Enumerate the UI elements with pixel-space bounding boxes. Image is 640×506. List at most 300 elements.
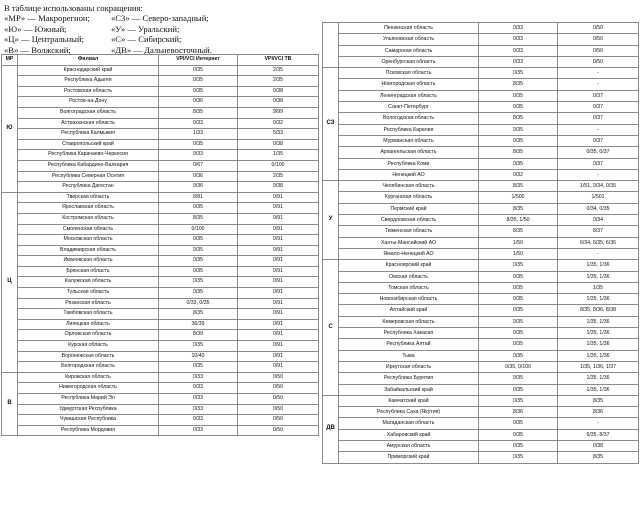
tv-cell: 0/50 (558, 23, 639, 34)
tv-cell: 0/91 (238, 203, 319, 214)
macroregion-cell: ДВ (323, 395, 339, 463)
branch-cell: Республика Мордовия (18, 425, 159, 436)
internet-cell: 0/35 (479, 68, 558, 79)
branch-cell: Республика Марий Эл (18, 394, 159, 405)
header-branch: Филиал (18, 55, 159, 66)
tv-cell: - (558, 418, 639, 429)
tv-cell: 0/37 (558, 102, 639, 113)
tv-cell: 0/91 (238, 245, 319, 256)
table-row (323, 271, 639, 282)
table-row (323, 56, 639, 67)
tv-cell: 0/50 (558, 34, 639, 45)
table-row (2, 97, 319, 108)
branch-cell: Ленинградская область (339, 90, 479, 101)
table-row (2, 76, 319, 87)
table-row (323, 192, 639, 203)
macroregion-cell: У (323, 181, 339, 260)
table-row (323, 361, 639, 372)
branch-cell: Смоленская область (18, 224, 159, 235)
internet-cell: 8/35 (479, 203, 558, 214)
branch-cell: Брянская область (18, 266, 159, 277)
internet-cell: 0/35 (479, 282, 558, 293)
table-row (2, 394, 319, 405)
branch-cell: Республика Северная Осетия (18, 171, 159, 182)
branch-cell: Челябинская область (339, 181, 479, 192)
branch-cell: Республика Бурятия (339, 373, 479, 384)
table-row (2, 288, 319, 299)
internet-cell: 0/35 (479, 271, 558, 282)
macroregion-cell: В (2, 372, 18, 436)
branch-cell: Камчатский край (339, 395, 479, 406)
internet-cell: 8/35 (479, 181, 558, 192)
table-row (323, 215, 639, 226)
tv-cell: 1/35, 1/36 (558, 271, 639, 282)
branch-cell: Волгоградская область (18, 107, 159, 118)
branch-cell: Нижегородская область (18, 383, 159, 394)
tv-cell: 1/35 (558, 282, 639, 293)
internet-cell: 0/35 (479, 339, 558, 350)
internet-cell: 0/35 (479, 384, 558, 395)
table-row (323, 181, 639, 192)
table-row (2, 182, 319, 193)
internet-cell: 0/35 (479, 260, 558, 271)
tv-cell: 0/50 (238, 383, 319, 394)
tv-cell: 0/91 (238, 277, 319, 288)
table-row (323, 248, 639, 259)
internet-cell: 0/36 (159, 182, 238, 193)
internet-cell: 0/33 (479, 56, 558, 67)
table-row (2, 235, 319, 246)
table-row (323, 68, 639, 79)
branch-cell: Ростов-на-Дону (18, 97, 159, 108)
tv-cell: 0/38 (238, 182, 319, 193)
internet-cell: 1/33 (159, 129, 238, 140)
table-row (2, 129, 319, 140)
branch-cell: Республика Калмыкия (18, 129, 159, 140)
branch-cell: Новгородская область (339, 79, 479, 90)
branch-cell: Магаданская область (339, 418, 479, 429)
branch-cell: Республика Адыгея (18, 76, 159, 87)
tv-cell: 0/91 (238, 319, 319, 330)
internet-cell: 8/35 (479, 226, 558, 237)
table-row (323, 407, 639, 418)
internet-cell: 0/35 (479, 373, 558, 384)
table-row (323, 226, 639, 237)
tv-cell: 0/91 (238, 330, 319, 341)
branch-cell: Республика Алтай (339, 339, 479, 350)
tv-cell: 0/38 (238, 86, 319, 97)
branch-cell: Красноярский край (339, 260, 479, 271)
internet-cell: 1/50 (479, 248, 558, 259)
table-row (323, 294, 639, 305)
internet-cell: 0/33 (159, 383, 238, 394)
branch-cell: Рязанская область (18, 298, 159, 309)
table-row (323, 260, 639, 271)
branch-cell: Пермский край (339, 203, 479, 214)
internet-cell: 0/35 (159, 86, 238, 97)
tv-cell: 0/50 (558, 45, 639, 56)
legend-row (4, 24, 212, 34)
internet-cell: 0/36 (159, 97, 238, 108)
tv-cell: 1/35, 1/36 (558, 260, 639, 271)
tv-cell: 5/33 (238, 129, 319, 140)
header-mr: МР (2, 55, 18, 66)
tv-cell: 0/100 (238, 160, 319, 171)
table-row (2, 150, 319, 161)
branch-cell: Калужская область (18, 277, 159, 288)
table-row (323, 113, 639, 124)
internet-cell: 0/33 (159, 425, 238, 436)
internet-cell: 8/35 (159, 213, 238, 224)
tv-cell: 0/91 (238, 192, 319, 203)
tv-cell: 0/50 (238, 404, 319, 415)
tv-cell: 0/38 (238, 97, 319, 108)
internet-cell: 0/35 (479, 135, 558, 146)
internet-cell: 10/40 (159, 351, 238, 362)
macroregion-cell (323, 23, 339, 68)
branch-cell: Ямало-Ненецкий АО (339, 248, 479, 259)
branch-cell: Республика Карачаево-Черкесия (18, 150, 159, 161)
tv-cell: 8/37 (558, 226, 639, 237)
internet-cell: 1/500 (479, 192, 558, 203)
tv-cell: 0/91 (238, 288, 319, 299)
table-row (2, 266, 319, 277)
branch-cell: Ханты-Мансийский АО (339, 237, 479, 248)
tv-cell: 8/35 (558, 452, 639, 463)
branch-cell: Липецкая область (18, 319, 159, 330)
tv-cell: 9/99 (238, 107, 319, 118)
branch-cell: Хабаровский край (339, 429, 479, 440)
internet-cell: 0/33, 0/35 (159, 298, 238, 309)
tv-cell: 2/35 (238, 76, 319, 87)
branch-cell: Самарская область (339, 45, 479, 56)
tv-cell: 1/35, 1/36 (558, 373, 639, 384)
tv-cell: 0/91 (238, 235, 319, 246)
internet-cell: 0/33 (159, 118, 238, 129)
internet-cell: 0/100 (159, 224, 238, 235)
tv-cell: 0/91 (238, 362, 319, 373)
table-row (323, 305, 639, 316)
vpi-vci-table-right (322, 22, 639, 464)
branch-cell: Удмуртская Республика (18, 404, 159, 415)
table-row (323, 440, 639, 451)
tv-cell: 1/35 (238, 150, 319, 161)
internet-cell: 8/39 (159, 330, 238, 341)
internet-cell: 0/35 (479, 452, 558, 463)
table-row (2, 65, 319, 76)
legend-entry: «МР» — Макрорегион; (4, 13, 90, 24)
table-row (2, 160, 319, 171)
table-row (2, 171, 319, 182)
tv-cell: 0/91 (238, 309, 319, 320)
table-row (2, 107, 319, 118)
branch-cell: Вологодская область (339, 113, 479, 124)
branch-cell: Ставропольский край (18, 139, 159, 150)
branch-cell: Республика Саха (Якутия) (339, 407, 479, 418)
tv-cell: 0/37 (558, 90, 639, 101)
branch-cell: Астраханская область (18, 118, 159, 129)
table-row (323, 203, 639, 214)
internet-cell: 8/35 (159, 309, 238, 320)
macroregion-cell: Ю (2, 65, 18, 192)
tv-cell: - (558, 248, 639, 259)
tv-cell: 0/50 (238, 425, 319, 436)
internet-cell: 8/35 (479, 79, 558, 90)
table-row (2, 139, 319, 150)
internet-cell: 0/35 (159, 288, 238, 299)
table-row (2, 341, 319, 352)
table-row (323, 158, 639, 169)
tv-cell: 0/50 (238, 415, 319, 426)
branch-cell: Псковская область (339, 68, 479, 79)
tv-cell: 0/37 (558, 135, 639, 146)
internet-cell: 8/36 (479, 407, 558, 418)
internet-cell: 8/35, 1/50 (479, 215, 558, 226)
internet-cell: 0/35 (159, 76, 238, 87)
tv-cell: 6/34, 6/35, 6/36 (558, 237, 639, 248)
tv-cell: 1/35, 1/36 (558, 339, 639, 350)
macroregion-cell: С (323, 260, 339, 396)
branch-cell: Курганская область (339, 192, 479, 203)
table-row (323, 282, 639, 293)
branch-cell: Республика Коми (339, 158, 479, 169)
tv-cell: - (558, 124, 639, 135)
legend-entry: «В» — Волжский; (4, 44, 71, 55)
tv-cell: 0/91 (238, 341, 319, 352)
branch-cell: Республика Дагестан (18, 182, 159, 193)
tv-cell: 1/35, 1/36 (558, 350, 639, 361)
macroregion-cell: СЗ (323, 68, 339, 181)
tv-cell: 0/91 (238, 224, 319, 235)
table-row (2, 330, 319, 341)
tv-cell: 8/35, 8/36, 8/38 (558, 305, 639, 316)
internet-cell: 0/33 (479, 23, 558, 34)
table-row (323, 350, 639, 361)
branch-cell: Алтайский край (339, 305, 479, 316)
internet-cell: 0/35 (159, 256, 238, 267)
branch-cell: Воронежская область (18, 351, 159, 362)
header-internet: VPI/VCI Интернет (159, 55, 238, 66)
internet-cell: 0/35 (159, 277, 238, 288)
internet-cell: 0/35 (479, 294, 558, 305)
branch-cell: Оренбургская область (339, 56, 479, 67)
tv-cell: 2/35 (238, 171, 319, 182)
legend-entry: «СЗ» — Северо-западный; (111, 13, 209, 24)
table-row (323, 79, 639, 90)
table-row (323, 169, 639, 180)
table-row (2, 277, 319, 288)
tv-cell: 0/91 (238, 351, 319, 362)
table-row (2, 298, 319, 309)
branch-cell: Приморский край (339, 452, 479, 463)
table-row (2, 203, 319, 214)
table-row (323, 135, 639, 146)
tv-cell: 0/91 (238, 266, 319, 277)
branch-cell: Республика Кабардино-Балкария (18, 160, 159, 171)
header-tv: VPI/VCI ТВ (238, 55, 319, 66)
table-row (2, 351, 319, 362)
branch-cell: Архангельская область (339, 147, 479, 158)
table-row (2, 213, 319, 224)
legend-entry: «С» — Сибирский; (111, 34, 182, 45)
table-header-row (2, 55, 319, 66)
tv-cell: 0/34 (558, 215, 639, 226)
branch-cell: Свердловская область (339, 215, 479, 226)
tv-cell: 0/50 (238, 394, 319, 405)
tv-cell: 0/32 (238, 118, 319, 129)
tv-cell: 0/38 (238, 139, 319, 150)
table-row (323, 452, 639, 463)
table-row (2, 319, 319, 330)
internet-cell: 0/32 (479, 169, 558, 180)
tv-cell: 0/37 (558, 158, 639, 169)
abbreviations-legend (4, 3, 212, 55)
legend-row (4, 34, 212, 44)
tv-cell: 1/35, 1/36 (558, 294, 639, 305)
internet-cell: 0/33 (159, 404, 238, 415)
branch-cell: Республика Хакасия (339, 328, 479, 339)
internet-cell: 0/35 (479, 395, 558, 406)
table-row (323, 34, 639, 45)
table-row (323, 23, 639, 34)
internet-cell: 0/33 (159, 150, 238, 161)
table-row (323, 373, 639, 384)
tv-cell: 0/91 (238, 256, 319, 267)
legend-intro: В таблице использованы сокращения: (4, 3, 143, 13)
branch-cell: Санкт-Петербург (339, 102, 479, 113)
internet-cell: 0/35 (479, 316, 558, 327)
branch-cell: Тюменская область (339, 226, 479, 237)
internet-cell: 0/35 (159, 266, 238, 277)
table-row (323, 316, 639, 327)
tv-cell: 0/34, 0/35 (558, 203, 639, 214)
table-row (323, 102, 639, 113)
internet-cell: 0/35 (479, 158, 558, 169)
internet-cell: 0/35 (479, 305, 558, 316)
table-row (2, 415, 319, 426)
internet-cell: 0/35 (159, 235, 238, 246)
internet-cell: 0/33 (159, 372, 238, 383)
branch-cell: Пензенская область (339, 23, 479, 34)
branch-cell: Ростовская область (18, 86, 159, 97)
tv-cell: 8/36 (558, 407, 639, 418)
internet-cell: 0/35 (479, 429, 558, 440)
internet-cell: 0/35 (479, 328, 558, 339)
internet-cell: 0/36 (159, 171, 238, 182)
legend-entry: «ДВ» — Дальневосточный. (111, 44, 212, 55)
legend-entry: «У» — Уральский; (111, 23, 180, 34)
table-row (323, 339, 639, 350)
branch-cell: Ненецкий АО (339, 169, 479, 180)
branch-cell: Белгородская область (18, 362, 159, 373)
table-row (2, 404, 319, 415)
table-row (323, 328, 639, 339)
internet-cell: 0/33 (479, 34, 558, 45)
branch-cell: Московская область (18, 235, 159, 246)
table-row (2, 362, 319, 373)
branch-cell: Амурская область (339, 440, 479, 451)
tv-cell: - (558, 169, 639, 180)
internet-cell: 0/33 (159, 415, 238, 426)
tv-cell: 0/50 (238, 372, 319, 383)
internet-cell: 0/35 (159, 245, 238, 256)
tv-cell: 1/35, 1/36 (558, 384, 639, 395)
internet-cell: 0/35, 0/100 (479, 361, 558, 372)
internet-cell: 0/35 (479, 90, 558, 101)
legend-row (4, 13, 212, 23)
internet-cell: 0/35 (159, 203, 238, 214)
internet-cell: 0/35 (479, 102, 558, 113)
internet-cell: 36/39 (159, 319, 238, 330)
table-row (323, 395, 639, 406)
internet-cell: 0/35 (159, 139, 238, 150)
branch-cell: Ивановская область (18, 256, 159, 267)
branch-cell: Краснодарский край (18, 65, 159, 76)
tv-cell: - (558, 68, 639, 79)
branch-cell: Кировская область (18, 372, 159, 383)
tv-cell: 0/50 (558, 56, 639, 67)
tv-cell: 6/35, 8/37 (558, 429, 639, 440)
macroregion-cell: Ц (2, 192, 18, 372)
internet-cell: 0/35 (479, 124, 558, 135)
tv-cell: 0/37 (558, 113, 639, 124)
table-row (2, 245, 319, 256)
tv-cell: 1/35, 1/36 (558, 316, 639, 327)
branch-cell: Тульская область (18, 288, 159, 299)
branch-cell: Ульяновская область (339, 34, 479, 45)
table-row (323, 237, 639, 248)
table-row (2, 309, 319, 320)
tv-cell: 1/35, 1/36 (558, 328, 639, 339)
internet-cell: 0/67 (159, 160, 238, 171)
branch-cell: Курская область (18, 341, 159, 352)
table-row (2, 224, 319, 235)
table-row (323, 418, 639, 429)
branch-cell: Иркутская область (339, 361, 479, 372)
branch-cell: Тверская область (18, 192, 159, 203)
branch-cell: Кемеровская область (339, 316, 479, 327)
vpi-vci-table-left (1, 54, 319, 436)
table-row (323, 90, 639, 101)
legend-entry: «Ю» — Южный; (4, 23, 67, 34)
tv-cell: 0/91 (238, 213, 319, 224)
table-row (2, 118, 319, 129)
tv-cell: 0/35, 0/37 (558, 147, 639, 158)
tv-cell: 1/51, 0/34, 0/35 (558, 181, 639, 192)
branch-cell: Владимирская область (18, 245, 159, 256)
branch-cell: Новосибирская область (339, 294, 479, 305)
branch-cell: Томская область (339, 282, 479, 293)
internet-cell: 0/35 (159, 362, 238, 373)
table-row (2, 372, 319, 383)
table-row (323, 147, 639, 158)
branch-cell: Омская область (339, 271, 479, 282)
internet-cell: 0/35 (159, 341, 238, 352)
tv-cell: - (558, 79, 639, 90)
branch-cell: Ярославская область (18, 203, 159, 214)
table-row (323, 45, 639, 56)
branch-cell: Республика Карелия (339, 124, 479, 135)
internet-cell: 0/35 (479, 350, 558, 361)
internet-cell: 0/35 (159, 65, 238, 76)
table-row (2, 256, 319, 267)
internet-cell: 0/35 (479, 418, 558, 429)
table-row (323, 384, 639, 395)
table-row (323, 124, 639, 135)
tv-cell: 8/35 (558, 395, 639, 406)
branch-cell: Орловская область (18, 330, 159, 341)
table-row (2, 425, 319, 436)
